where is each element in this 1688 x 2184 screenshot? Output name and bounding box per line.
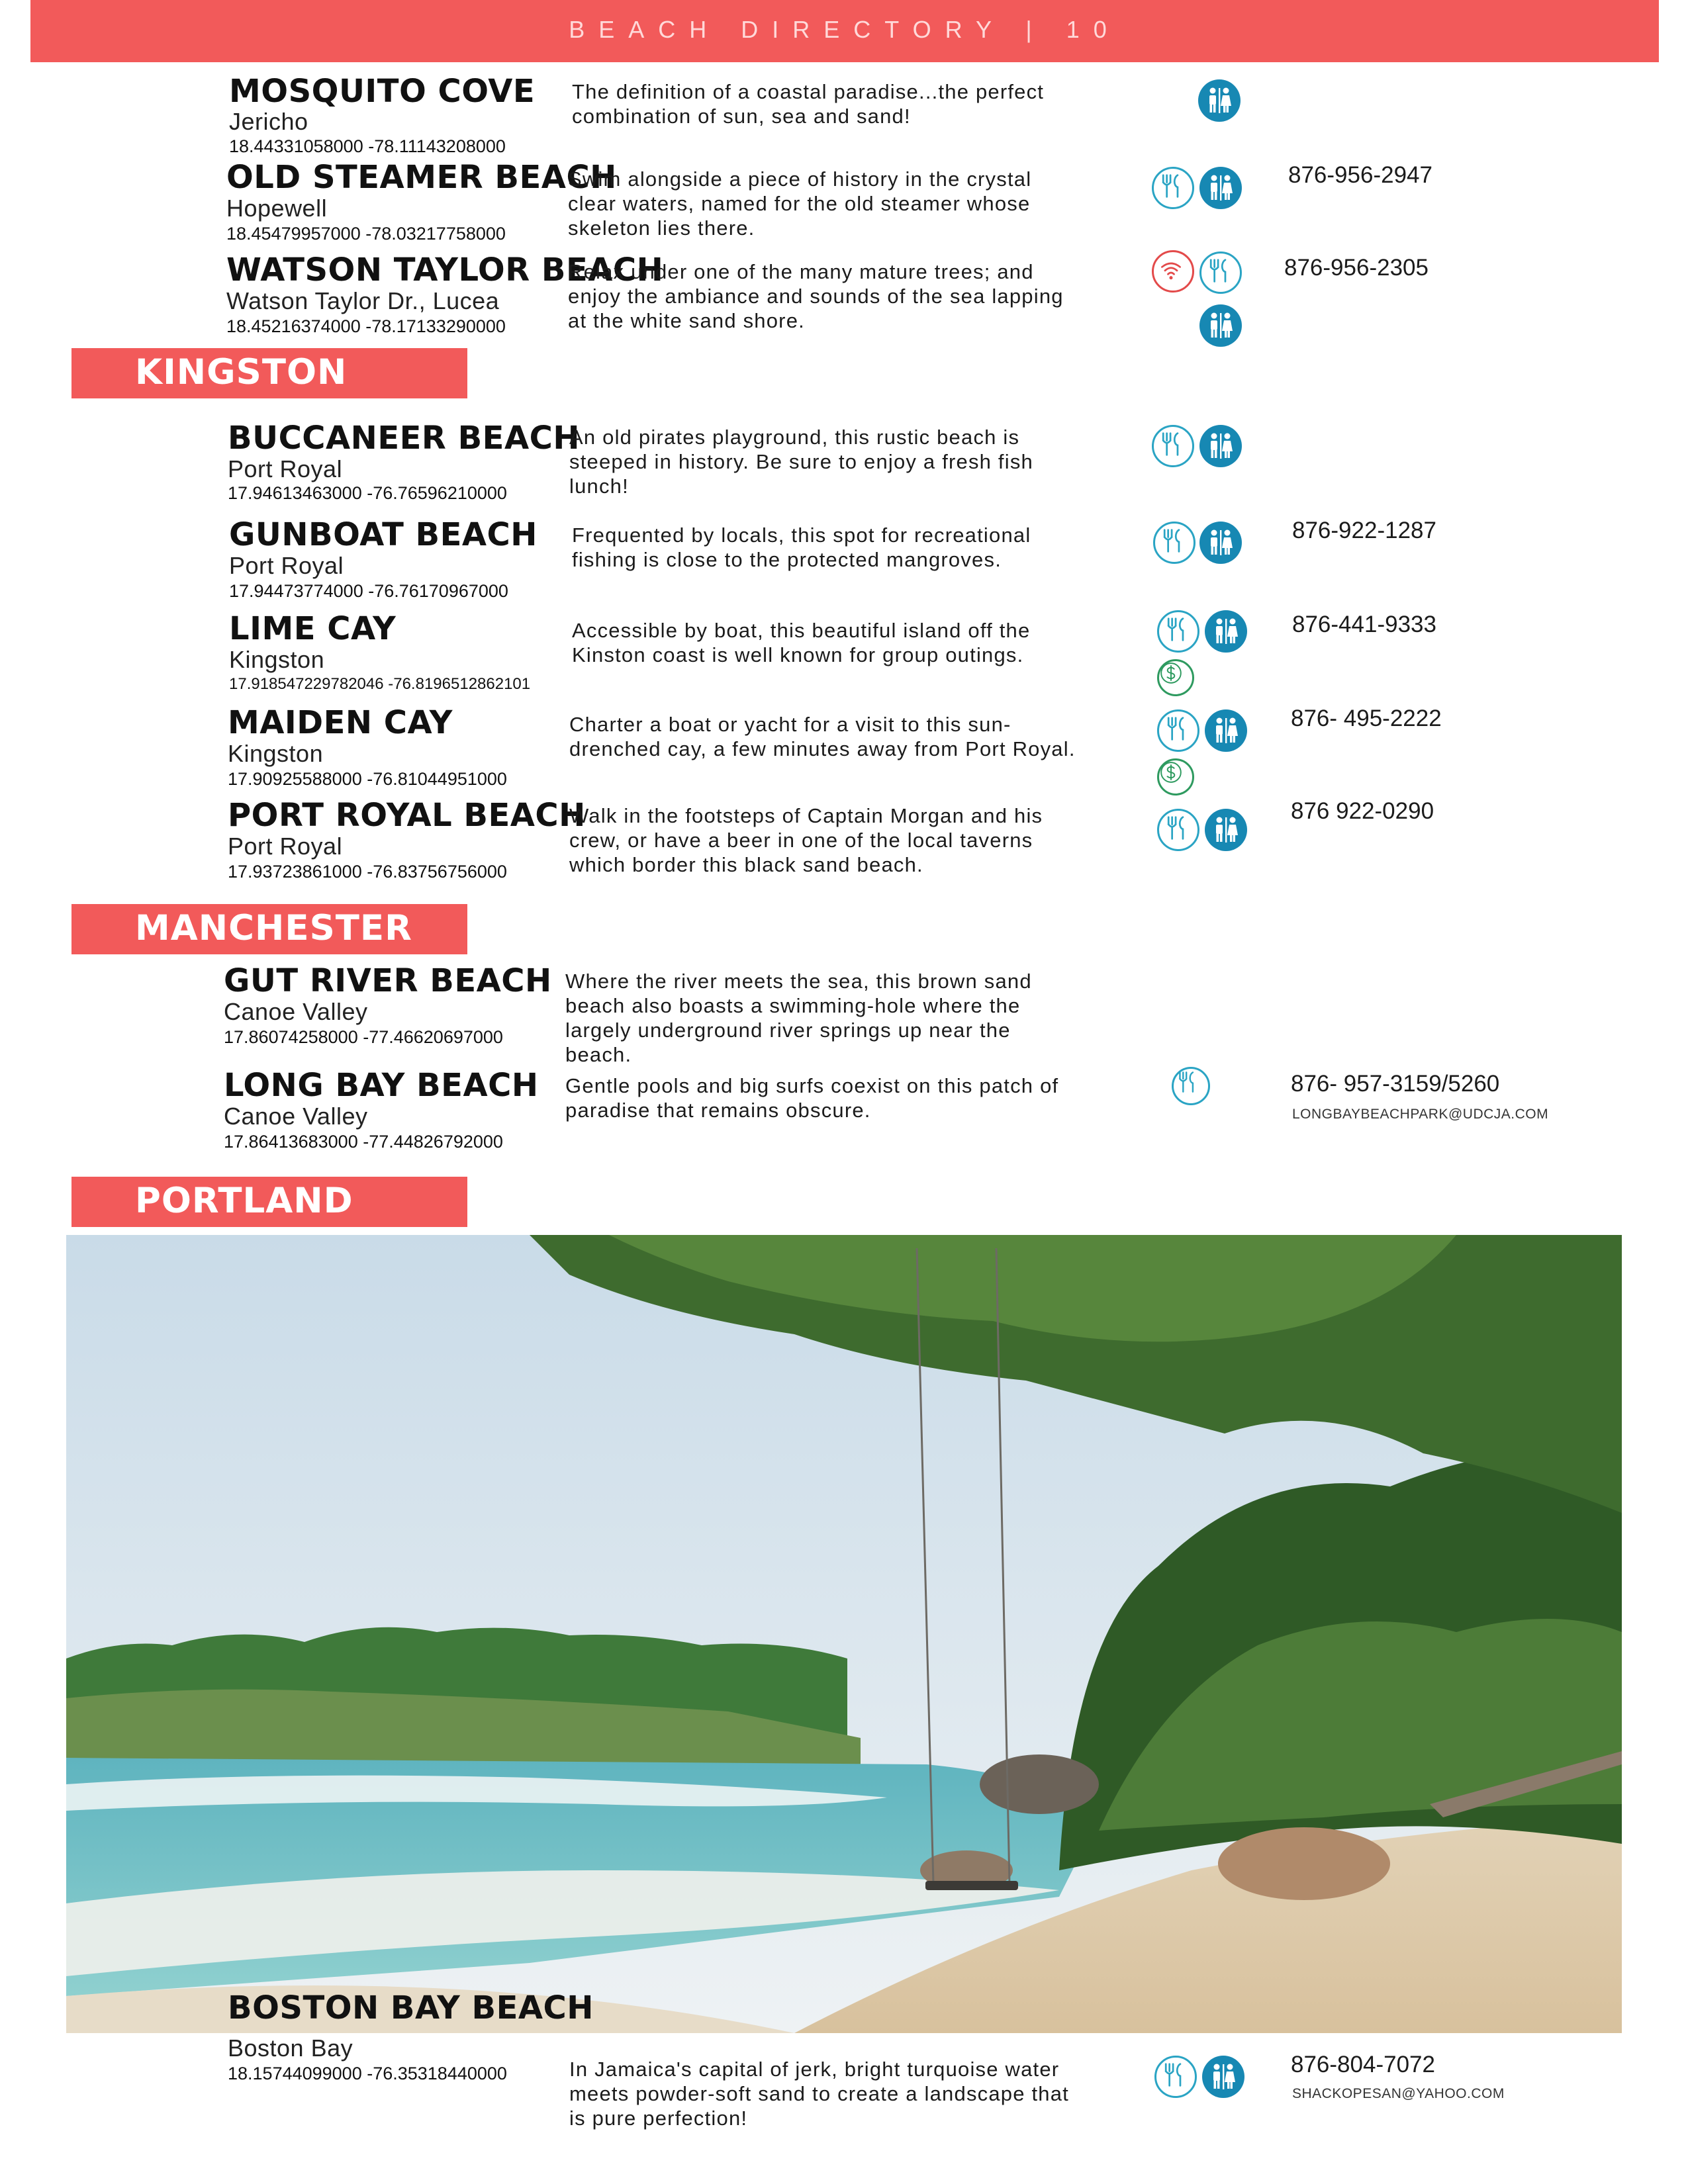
phone-number: 876-956-2947	[1288, 162, 1432, 188]
beach-coordinates: 17.94473774000 -76.76170967000	[229, 581, 508, 601]
beach-description: An old pirates playground, this rustic beach is steeped in history. Be sure to enjoy a fresh fish lunch!	[569, 426, 1033, 498]
email-address[interactable]: LONGBAYBEACHPARK@UDCJA.COM	[1292, 1107, 1549, 1122]
beach-photo	[66, 1235, 1622, 2033]
page-header-bar	[30, 0, 1659, 62]
beach-coordinates: 17.86074258000 -77.46620697000	[224, 1027, 503, 1047]
beach-description: Charter a boat or yacht for a visit to this sun-drenched cay, a few minutes away from Port Royal.	[569, 713, 1076, 760]
beach-location: Port Royal	[228, 833, 343, 860]
restaurant-icon	[1157, 709, 1199, 752]
restaurant-icon	[1153, 522, 1196, 564]
region-label: PORTLAND	[135, 1181, 353, 1221]
beach-location: Kingston	[228, 740, 324, 767]
phone-number: 876-922-1287	[1292, 518, 1436, 543]
phone-number: 876- 957-3159/5260	[1291, 1071, 1500, 1097]
beach-name: OLD STEAMER BEACH	[226, 159, 617, 196]
beach-coordinates: 18.45479957000 -78.03217758000	[226, 224, 506, 244]
beach-coordinates: 17.90925588000 -76.81044951000	[228, 769, 507, 789]
beach-name: LIME CAY	[229, 610, 397, 647]
restroom-icon	[1199, 304, 1242, 347]
restroom-icon	[1199, 167, 1242, 209]
beach-name: MAIDEN CAY	[228, 704, 453, 741]
beach-location: Kingston	[229, 646, 325, 673]
region-label: MANCHESTER	[135, 908, 412, 948]
beach-coordinates: 17.918547229782046 -76.8196512862101	[229, 675, 531, 693]
beach-location: Hopewell	[226, 195, 328, 222]
beach-location: Canoe Valley	[224, 998, 368, 1025]
region-label: KINGSTON	[135, 352, 348, 392]
phone-number: 876-441-9333	[1292, 612, 1436, 637]
beach-name: LONG BAY BEACH	[224, 1067, 539, 1104]
phone-number: 876- 495-2222	[1291, 705, 1442, 731]
fee-icon	[1157, 659, 1194, 696]
restroom-icon	[1199, 425, 1242, 467]
beach-description: Walk in the footsteps of Captain Morgan and his crew, or have a beer in one of the local taverns which border this black sand beach.	[569, 804, 1043, 876]
restroom-icon	[1205, 709, 1247, 752]
beach-location: Port Royal	[228, 455, 343, 482]
wifi-icon	[1152, 250, 1194, 293]
region-header-portland	[71, 1177, 467, 1227]
beach-description: Frequented by locals, this spot for recreational fishing is close to the protected mangroves.	[572, 523, 1031, 571]
beach-name: WATSON TAYLOR BEACH	[226, 251, 664, 289]
beach-coordinates: 17.93723861000 -76.83756756000	[228, 862, 507, 882]
beach-description: Relax under one of the many mature trees; and enjoy the ambiance and sounds of the sea lapping at the white sand shore.	[568, 260, 1064, 332]
restaurant-icon	[1157, 809, 1199, 851]
fee-icon	[1157, 758, 1194, 796]
restroom-icon	[1205, 809, 1247, 851]
beach-coordinates: 17.86413683000 -77.44826792000	[224, 1132, 503, 1152]
phone-number: 876 922-0290	[1291, 798, 1434, 824]
beach-description: In Jamaica's capital of jerk, bright turquoise water meets powder-soft sand to create a landscape that is pure perfection!	[569, 2058, 1069, 2130]
beach-name: GUT RIVER BEACH	[224, 962, 552, 999]
region-header-kingston	[71, 348, 467, 398]
phone-number: 876-956-2305	[1284, 255, 1429, 281]
page-title: BEACH DIRECTORY | 10	[569, 16, 1121, 43]
beach-description: Gentle pools and big surfs coexist on this patch of paradise that remains obscure.	[565, 1074, 1059, 1122]
beach-coordinates: 17.94613463000 -76.76596210000	[228, 483, 507, 503]
beach-description: Accessible by boat, this beautiful island off the Kinston coast is well known for group outings.	[572, 619, 1031, 666]
beach-location: Canoe Valley	[224, 1103, 368, 1130]
restroom-icon	[1198, 79, 1241, 122]
beach-description: Where the river meets the sea, this brown sand beach also boasts a swimming-hole where the largely underground river springs up near the beach.	[565, 970, 1032, 1066]
restaurant-icon	[1152, 167, 1194, 209]
restaurant-icon	[1154, 2056, 1197, 2098]
restaurant-icon	[1157, 610, 1199, 653]
restroom-icon	[1202, 2056, 1244, 2098]
beach-coordinates: 18.44331058000 -78.11143208000	[229, 136, 506, 156]
region-header-manchester	[71, 904, 467, 954]
beach-name: GUNBOAT BEACH	[229, 516, 538, 553]
beach-location: Jericho	[229, 108, 308, 135]
email-address[interactable]: SHACKOPESAN@YAHOO.COM	[1292, 2086, 1505, 2101]
restroom-icon	[1205, 610, 1247, 653]
beach-name: MOSQUITO COVE	[229, 73, 536, 110]
restaurant-icon	[1152, 425, 1194, 467]
beach-coordinates: 18.15744099000 -76.35318440000	[228, 2064, 507, 2083]
beach-location: Watson Taylor Dr., Lucea	[226, 287, 500, 314]
beach-description: The definition of a coastal paradise...the perfect combination of sun, sea and sand!	[572, 80, 1045, 128]
restroom-icon	[1199, 522, 1242, 564]
beach-location: Port Royal	[229, 552, 344, 579]
restaurant-icon	[1172, 1067, 1210, 1105]
phone-number: 876-804-7072	[1291, 2052, 1435, 2077]
beach-coordinates: 18.45216374000 -78.17133290000	[226, 316, 506, 336]
beach-description: Swim alongside a piece of history in the crystal clear waters, named for the old steamer whose skeleton lies there.	[568, 167, 1032, 240]
beach-name: BUCCANEER BEACH	[228, 420, 581, 457]
beach-name: BOSTON BAY BEACH	[228, 1989, 594, 2026]
beach-location: Boston Bay	[228, 2034, 353, 2062]
beach-name: PORT ROYAL BEACH	[228, 797, 586, 834]
restaurant-icon	[1199, 251, 1242, 294]
